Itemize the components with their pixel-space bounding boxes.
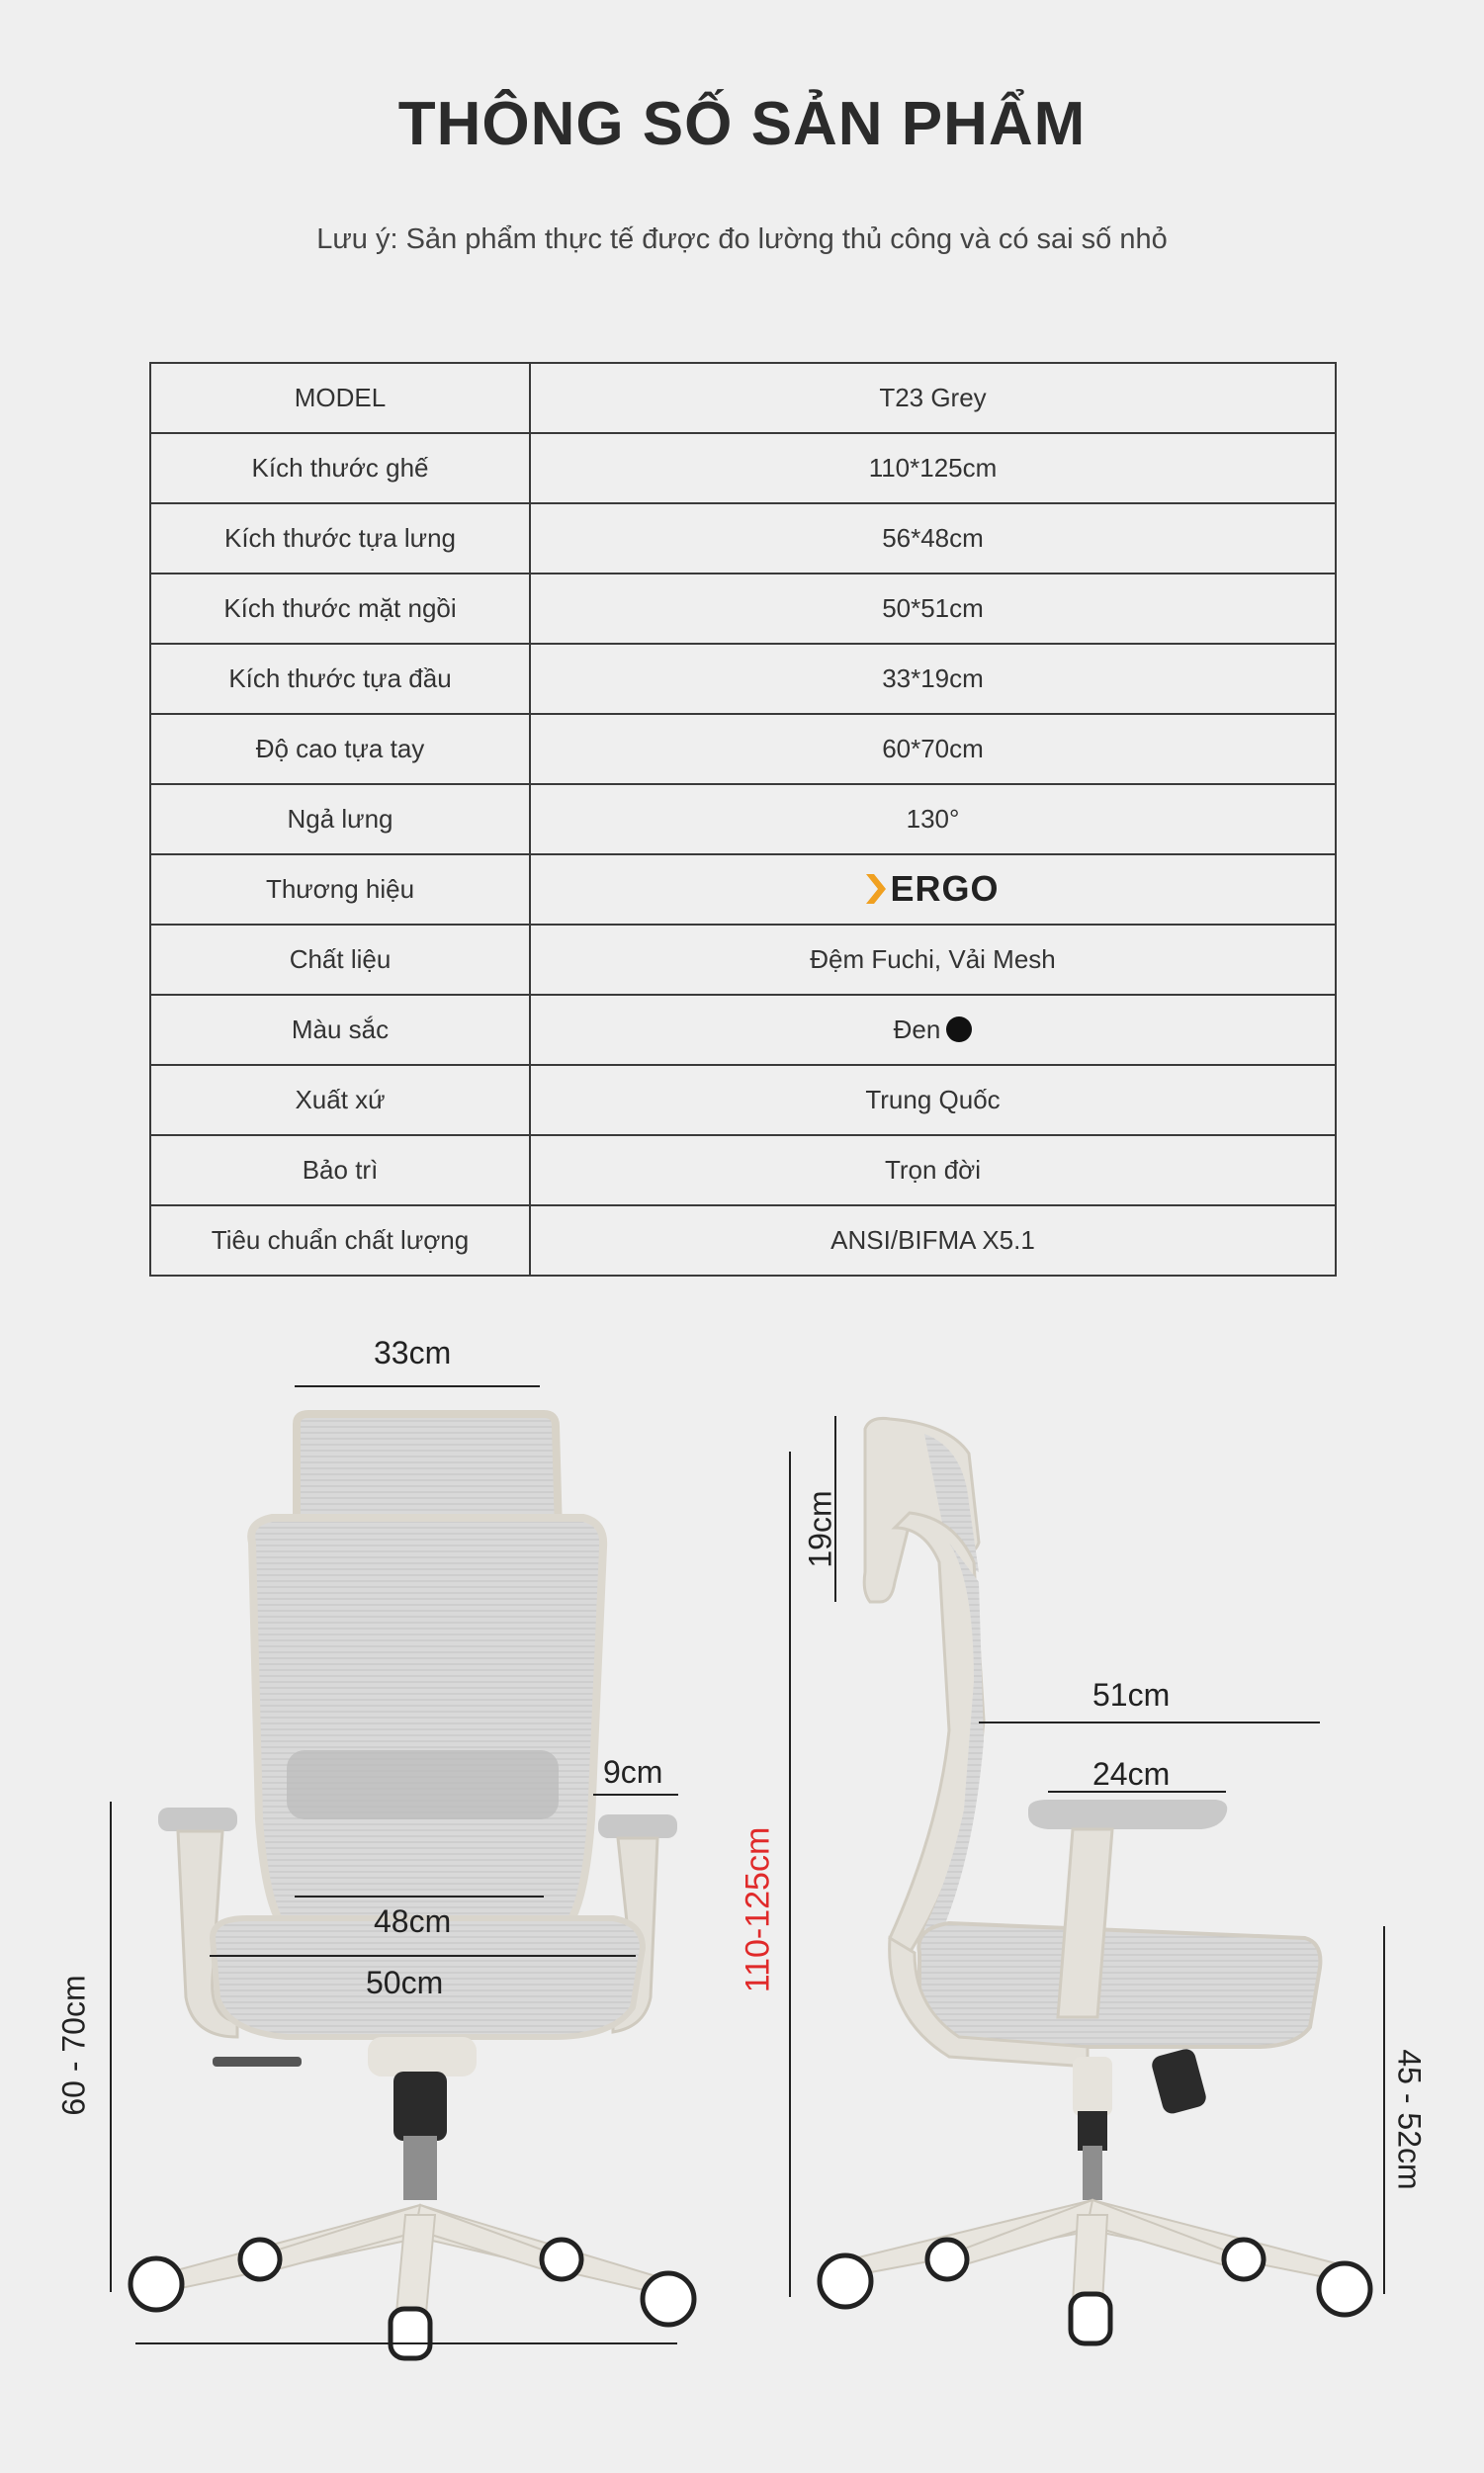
page-title: THÔNG SỐ SẢN PHẨM xyxy=(397,90,1087,158)
brand-name: ERGO xyxy=(890,868,1000,909)
spec-value: 60*70cm xyxy=(530,714,1336,784)
spec-value: 56*48cm xyxy=(530,503,1336,574)
spec-label: Kích thước tựa lưng xyxy=(150,503,530,574)
spec-value: 110*125cm xyxy=(530,433,1336,503)
spec-value: Trung Quốc xyxy=(530,1065,1336,1135)
armrest-height-label: 60 - 70cm xyxy=(55,1975,92,2116)
spec-label: Tiêu chuẩn chất lượng xyxy=(150,1205,530,1276)
seat-width-label: 50cm xyxy=(366,1965,444,2000)
spec-label: Xuất xứ xyxy=(150,1065,530,1135)
armrest-width-label: 9cm xyxy=(603,1754,663,1790)
spec-value: T23 Grey xyxy=(530,363,1336,433)
headrest-width-label: 33cm xyxy=(374,1335,452,1370)
spec-value: 130° xyxy=(530,784,1336,854)
front-chair-illustration xyxy=(131,1414,694,2358)
seat-height-label: 45 - 52cm xyxy=(1391,2049,1428,2190)
armrest-length-label: 24cm xyxy=(1092,1756,1171,1792)
spec-label: Chất liệu xyxy=(150,925,530,995)
spec-label: Ngả lưng xyxy=(150,784,530,854)
spec-label: Bảo trì xyxy=(150,1135,530,1205)
spec-label: Kích thước ghế xyxy=(150,433,530,503)
spec-label: Kích thước mặt ngồi xyxy=(150,574,530,644)
headrest-height-label: 19cm xyxy=(802,1490,838,1568)
color-name: Đen xyxy=(893,1015,941,1044)
spec-value: 33*19cm xyxy=(530,644,1336,714)
spec-label: MODEL xyxy=(150,363,530,433)
spec-value: Đệm Fuchi, Vải Mesh xyxy=(530,925,1336,995)
back-width-label: 48cm xyxy=(374,1903,452,1939)
spec-label: Thương hiệu xyxy=(150,854,530,925)
side-chair-illustration xyxy=(820,1418,1370,2343)
total-height-label: 110-125cm xyxy=(739,1826,777,1993)
spec-value: 50*51cm xyxy=(530,574,1336,644)
spec-label: Màu sắc xyxy=(150,995,530,1065)
spec-label: Kích thước tựa đầu xyxy=(150,644,530,714)
spec-label: Độ cao tựa tay xyxy=(150,714,530,784)
seat-depth-label: 51cm xyxy=(1092,1677,1171,1713)
spec-value: ANSI/BIFMA X5.1 xyxy=(530,1205,1336,1276)
page-note: Lưu ý: Sản phẩm thực tế được đo lường thủ công và có sai số nhỏ xyxy=(316,223,1168,255)
spec-value: Trọn đời xyxy=(530,1135,1336,1205)
